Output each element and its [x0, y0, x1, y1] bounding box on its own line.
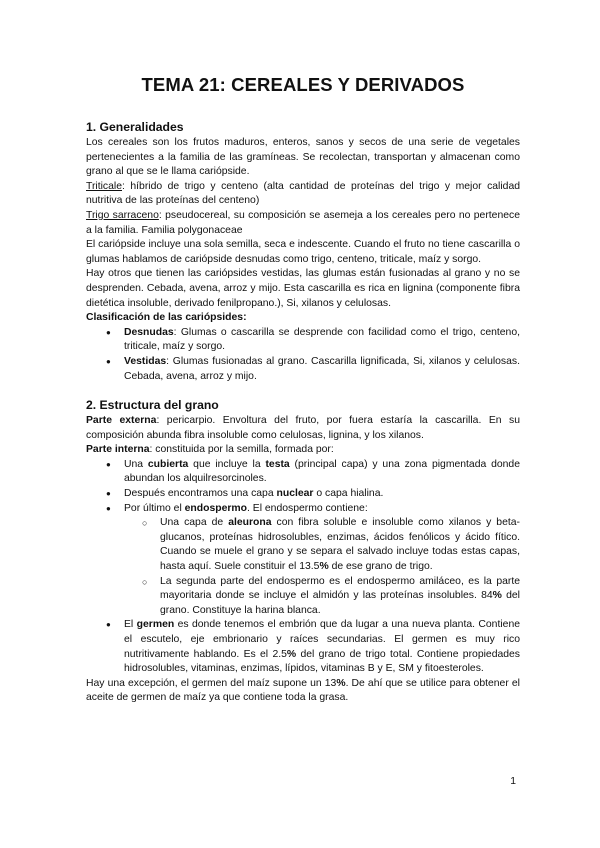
triticale-term: Triticale	[86, 180, 122, 192]
trigo-sarraceno-term: Trigo sarraceno	[86, 209, 159, 221]
parte-externa-paragraph: Parte externa: pericarpio. Envoltura del fruto, por fuera estaría la cascarilla. En su composición abunda fibra insoluble como celulosas, lignina, y los xilanos.	[86, 415, 520, 441]
sublist-item-amilaceo: ○ La segunda parte del endospermo es el endospermo amiláceo, es la parte mayoritaria donde se incluye el almidón y las proteínas insolubles. 84% del grano. Constituye la harina blanca.	[124, 575, 520, 619]
triticale-paragraph	[86, 180, 520, 209]
trigo-sarraceno-text: : pseudocereal, su composición se asemeja a los cereales pero no pertenece a la familia. Familia polygonaceae	[86, 209, 520, 236]
section-heading-generalidades: 1. Generalidades	[86, 120, 184, 134]
list-item-cubierta: ● Una cubierta que incluye la testa (principal capa) y una zona pigmentada donde abundan los alquilresorcinoles.	[86, 458, 520, 487]
parte-interna-paragraph: Parte interna: constituida por la semilla, formada por:	[86, 444, 334, 456]
endospermo-sublist	[124, 516, 520, 618]
bullet-term: Vestidas	[124, 355, 167, 367]
vestidas-paragraph: Hay otros que tienen las cariópsides vestidas, las glumas están fusionadas al grano y no se desprenden. Cebada, avena, arroz y mijo. Esta cascarilla es rica en lignina (componente fibra dietética insoluble, derivado fenilpropano.), Si, xilanos y celulosas.	[86, 268, 520, 309]
bullet-text: : Glumas fusionadas al grano. Cascarilla lignificada, Si, xilanos y celulosas. Cebada, avena, arroz y mijo.	[124, 355, 520, 382]
page-number: 1	[510, 776, 516, 787]
sublist-item-aleurona: ○ Una capa de aleurona con fibra soluble e insoluble como xilanos y beta-glucanos, proteínas hidrosolubles, enzimas, ácidos fenólicos y ácido fítico. Cuando se muele el grano y se separa el salvado incluye todas estas capas, hasta aquí. Suele constituir el 13.5% de ese grano de trigo.	[124, 516, 520, 574]
list-item	[86, 326, 520, 355]
clasificacion-label: Clasificación de las cariópsides:	[86, 312, 247, 324]
list-item-endospermo: ● Por último el endospermo. El endospermo contiene: ○ Una capa de aleurona con fibra soluble e insoluble como xilanos y beta-glucanos, proteínas hidrosolubles, enzimas, ácidos fenólicos y ácido fítico. Cuando se muele el grano y se separa el salvado incluye todas estas capas, hasta aquí. Suele constituir el 13.5% de ese grano de trigo. ○ La segunda parte del endospermo es el endospermo amiláceo, es la parte mayoritaria donde se incluye el almidón y las proteínas insolubles. 84% del grano. Constituye la harina blanca.	[86, 502, 520, 619]
bullet-term: Desnudas	[124, 326, 174, 338]
bullet-text: : Glumas o cascarilla se desprende con facilidad como el trigo, centeno, triticale, maíz y sorgo.	[124, 326, 520, 353]
triticale-text: : híbrido de trigo y centeno (alta cantidad de proteínas del trigo y mejor calidad nutritiva de las proteínas del centeno)	[86, 180, 520, 207]
desnudas-paragraph: El cariópside incluye una sola semilla, seca e indescente. Cuando el fruto no tiene cascarilla o glumas hablamos de cariópside desnudas como trigo, centeno, triticale, maíz y sorgo.	[86, 239, 520, 265]
list-item-germen: ● El germen es donde tenemos el embrión que da lugar a una nueva planta. Contiene el escutelo, eje embrionario y raíces secundarias. El germen es muy rico nutritivamente hablando. Es el 2.5% del grano de trigo total. Contiene propiedades hidrosolubles, vitaminas, enzimas, lípidos, vitaminas B y E, SM y fitoesteroles.	[86, 618, 520, 676]
final-paragraph: Hay una excepción, el germen del maíz supone un 13%. De ahí que se utilice para obtener el aceite de germen de maíz ya que contiene toda la grasa.	[86, 677, 520, 704]
estructura-list	[86, 458, 520, 677]
list-item	[86, 355, 520, 384]
list-item-nuclear: ● Después encontramos una capa nuclear o capa hialina.	[86, 487, 520, 502]
clasificacion-list	[86, 326, 520, 384]
intro-paragraph: Los cereales son los frutos maduros, enteros, sanos y secos de una serie de vegetales pertenecientes a la familia de las gramíneas. Se recolectan, transportan y almacenan como grano al que se le llama cariópside.	[86, 137, 520, 178]
trigo-sarraceno-paragraph	[86, 209, 520, 238]
page-title: TEMA 21: CEREALES Y DERIVADOS	[141, 74, 465, 95]
section-heading-estructura: 2. Estructura del grano	[86, 398, 219, 413]
